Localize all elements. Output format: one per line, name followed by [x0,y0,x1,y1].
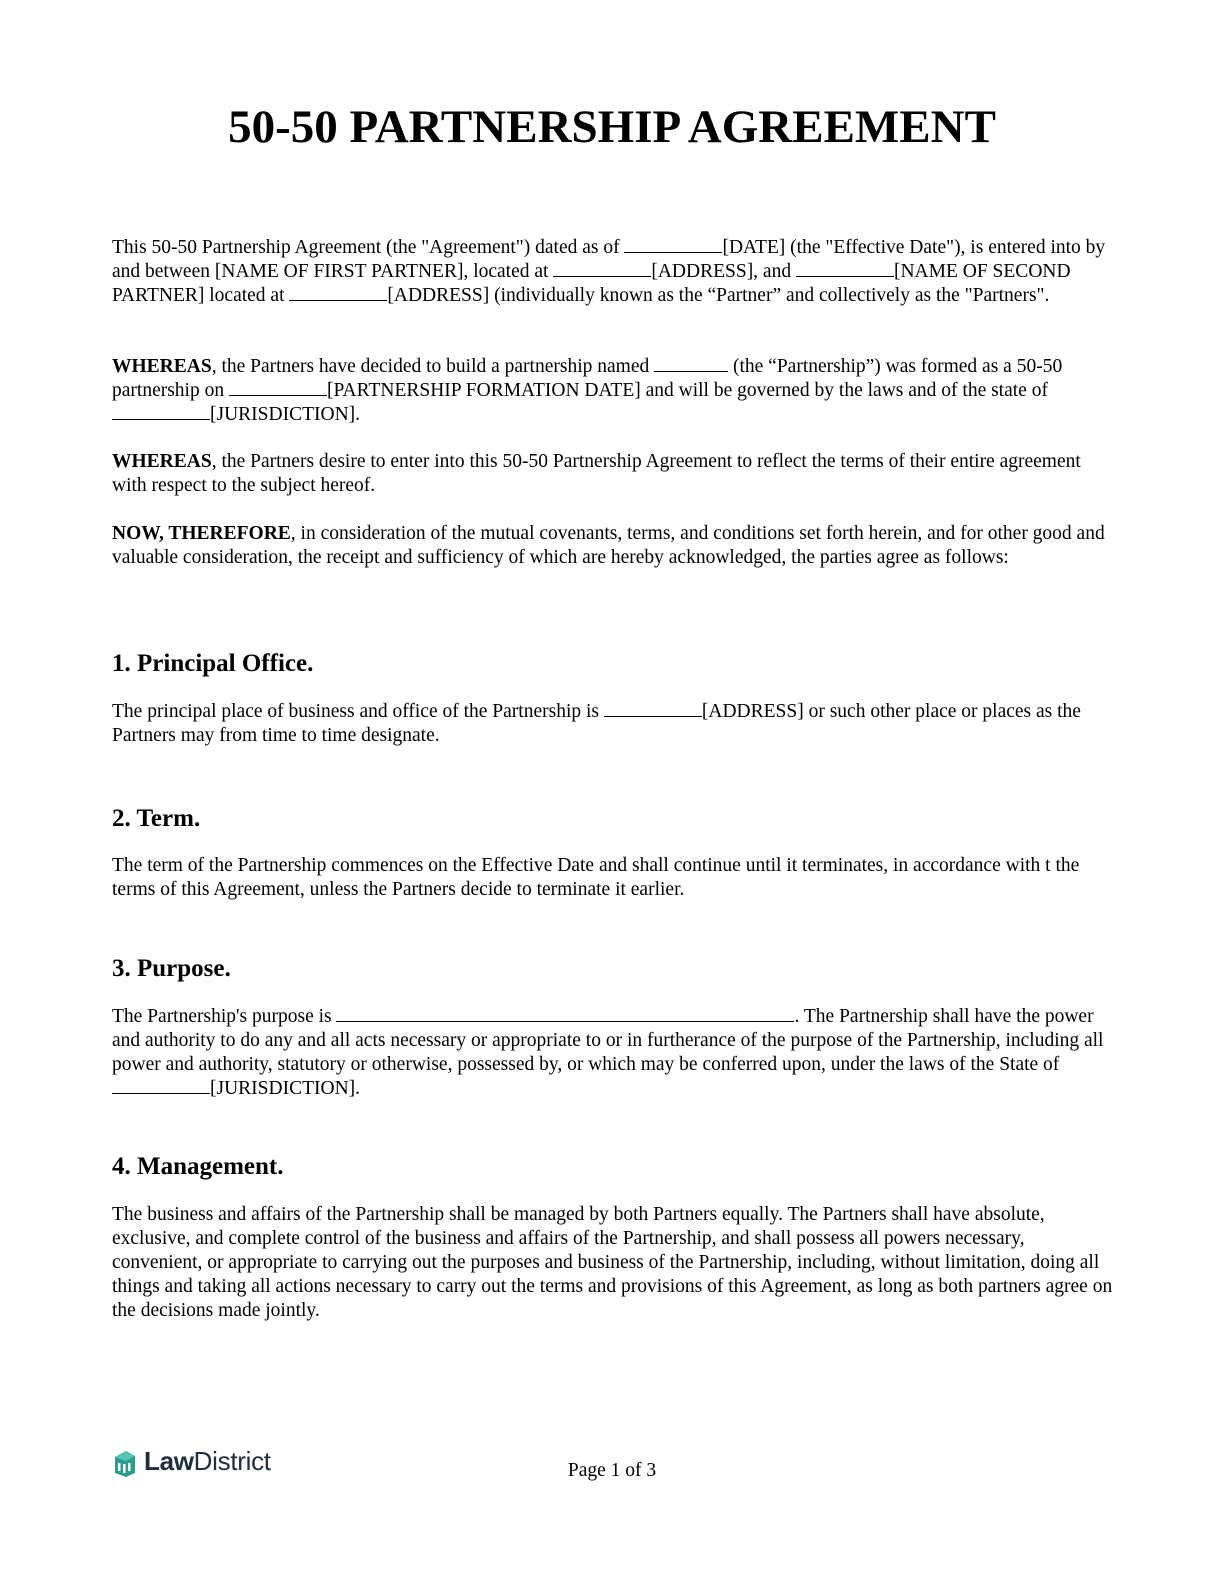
address-blank [604,700,702,717]
intro-paragraph [112,236,1117,308]
section-text: [JURISDICTION]. [210,1078,361,1099]
intro-text: This 50-50 Partnership Agreement (the "Agreement") dated as of [112,237,625,258]
whereas-paragraph-1 [112,355,1117,427]
logo-law-text: Law [144,1446,194,1476]
section-body-principal-office [112,700,1117,748]
whereas-text: (the “Partnership”) was formed as a 50-50 partnership on [112,356,1063,401]
now-therefore-text: , in consideration of the mutual covenants, terms, and conditions set forth herein, and for other good and valuable consideration, the receipt and sufficiency of which are hereby acknowledged, the parties agree as follows: [112,523,1105,568]
address-blank [289,284,387,301]
section-heading-term: 2. Term. [112,805,201,832]
whereas-label: WHEREAS [112,451,212,472]
intro-text: [DATE] (the "Effective Date"), is entered into by and between [NAME OF FIRST PARTNER], located at [112,237,1106,282]
purpose-blank [336,1005,794,1022]
section-text: The term of the Partnership commences on the Effective Date and shall continue until it terminates, in accordance with t the terms of this Agreement, unless the Partners decide to terminate it earlier. [112,855,1080,900]
section-text: The Partnership's purpose is [112,1006,337,1027]
whereas-text: , the Partners have decided to build a partnership named [211,356,655,377]
intro-text: [ADDRESS] (individually known as the “Partner” and collectively as the "Partners". [387,285,1050,306]
address-blank [553,260,651,277]
section-text: The business and affairs of the Partnership shall be managed by both Partners equally. The Partners shall have absolute, exclusive, and complete control of the business and affairs of the Partnership, and shall possess all powers necessary, convenient, or appropriate to carrying out the purposes and business of the Partnership, including, without limitation, doing all things and taking all actions necessary to carry out the terms and provisions of this Agreement, as long as both partners agree on the decisions made jointly. [112,1204,1113,1321]
section-heading-principal-office: 1. Principal Office. [112,650,314,677]
section-text: [ADDRESS] or such other place or places as the Partners may from time to time designate. [112,701,1081,746]
jurisdiction-blank [112,403,210,420]
now-therefore-paragraph [112,522,1117,570]
section-body-purpose [112,1005,1117,1101]
whereas-label: WHEREAS [112,356,212,377]
whereas-text: , the Partners desire to enter into this 50-50 Partnership Agreement to reflect the terms of their entire agreement with respect to the subject hereof. [112,451,1081,496]
formation-date-blank [229,379,327,396]
logo-district-text: District [193,1446,271,1476]
jurisdiction-blank [112,1077,210,1094]
section-heading-purpose: 3. Purpose. [112,955,231,982]
intro-text: [NAME OF SECOND PARTNER] located at [112,261,1071,306]
section-text: The principal place of business and office of the Partnership is [112,701,604,722]
intro-text: [ADDRESS], and [651,261,796,282]
document-title: 50-50 PARTNERSHIP AGREEMENT [228,101,996,153]
whereas-paragraph-2 [112,450,1117,498]
now-therefore-label: NOW, THEREFORE [112,523,291,544]
section-text: . The Partnership shall have the power and authority to do any and all acts necessary or appropriate to or in furtherance of the purpose of the Partnership, including all power and authority, statutory or otherwise, possessed by, or which may be conferred upon, under the laws of the State of [112,1006,1104,1075]
whereas-text: [PARTNERSHIP FORMATION DATE] and will be governed by the laws and of the state of [326,380,1048,401]
date-blank [624,236,722,253]
section-heading-management: 4. Management. [112,1153,284,1180]
section-body-term [112,854,1117,902]
whereas-text: [JURISDICTION]. [210,404,361,425]
page-number: Page 1 of 3 [567,1460,657,1481]
second-partner-blank [796,260,894,277]
section-body-management [112,1203,1117,1323]
partnership-name-blank [654,355,728,372]
